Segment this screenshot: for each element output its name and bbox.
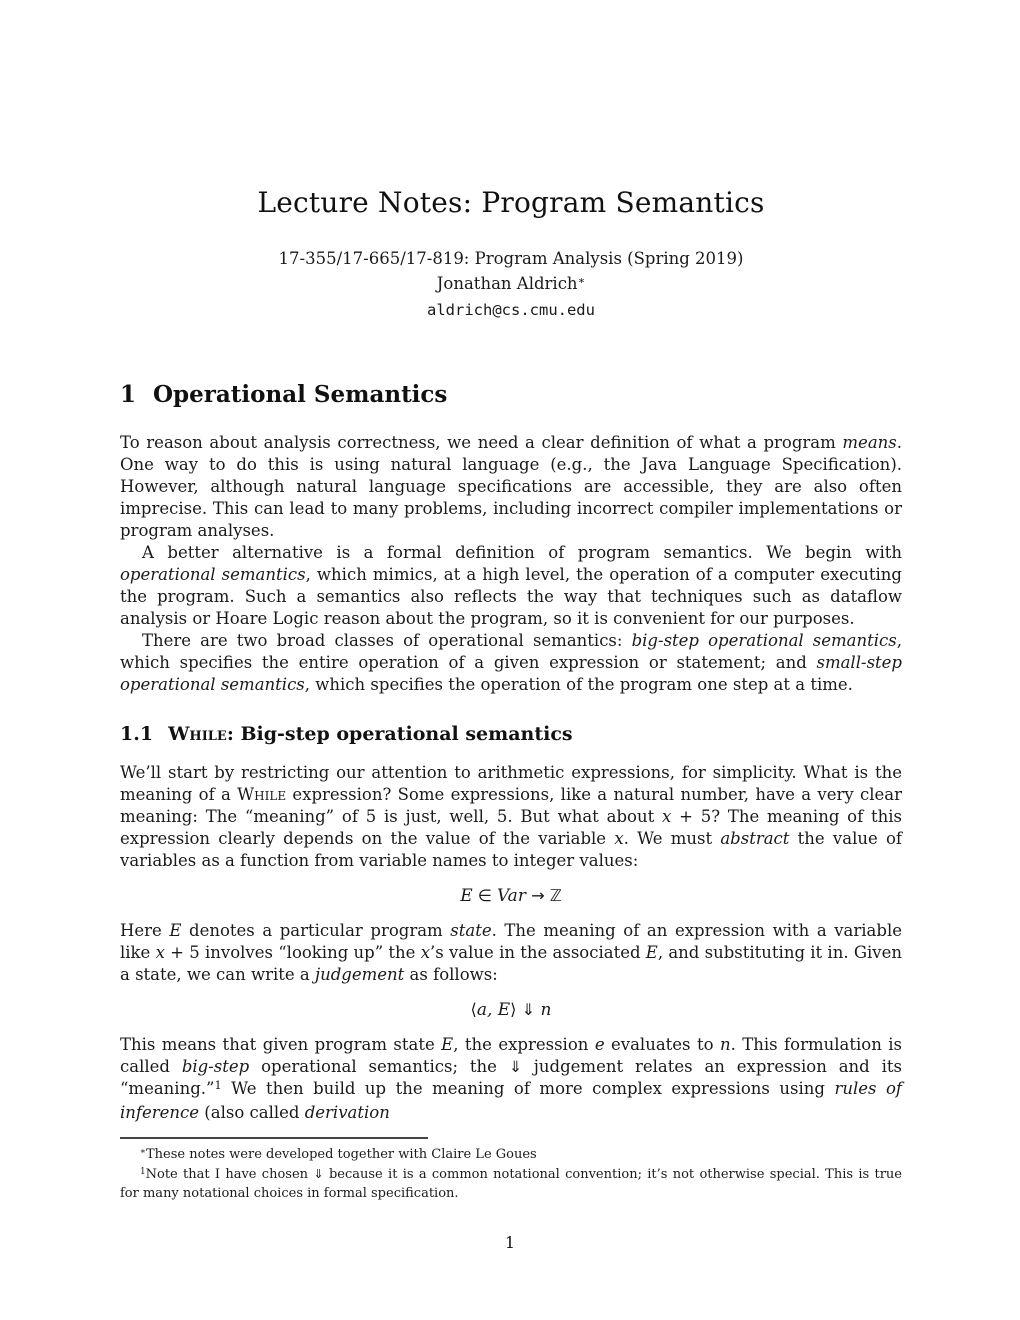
author-footnote-mark: ∗ xyxy=(577,273,586,287)
footnote-thanks: ∗These notes were developed together with Claire Le Goues xyxy=(140,1147,537,1162)
author-email: aldrich@cs.cmu.edu xyxy=(427,301,595,319)
author-name: Jonathan Aldrich xyxy=(436,274,578,293)
subsection-title: While: Big-step operational semantics xyxy=(168,723,573,745)
equation-state-function: E ∈ Var → ℤ xyxy=(460,886,562,906)
page-number: 1 xyxy=(504,1233,516,1252)
author-line xyxy=(120,271,902,298)
paragraph-4: We’ll start by restricting our attention to arithmetic expressions, for simplicity. What is the meaning of a While expression? Some expressions, like a natural number, have a very clear meaning: The “meaning” of 5 is just, well, 5. But what about x + 5? The meaning of this expression clearly depends on the value of the variable x. We must abstract the value of variables as a function from variable names to integer values: xyxy=(120,763,903,870)
section-number: 1 xyxy=(120,381,137,408)
paragraph-5: Here E denotes a particular program state. The meaning of an expression with a variable like x + 5 involves “looking up” the x’s value in the associated E, and substituting it in. Given a state, we can write a judgement as follows: xyxy=(120,921,903,984)
subsection-heading-1-1 xyxy=(120,723,902,745)
paragraph-6: This means that given program state E, the expression e evaluates to n. This formulation is called big-step operational semantics; the ⇓ judgement relates an expression and its “meaning.”$^1$ We then build up the meaning of more complex expressions using rules of inference (also called derivation xyxy=(120,1035,902,1122)
footnote-rule xyxy=(120,1137,428,1139)
equation-judgement: ⟨a, E⟩ ⇓ n xyxy=(470,1000,552,1020)
footnote-block xyxy=(120,1137,902,1203)
paragraph-2: A better alternative is a formal definition of program semantics. We begin with operational semantics, which mimics, at a high level, the operation of a computer executing the program. Such a semantics also reflects the way that techniques such as dataflow analysis or Hoare Logic reason about the program, so it is convenient for our purposes. xyxy=(120,543,902,628)
subsection-number: 1.1 xyxy=(120,723,154,745)
page-title: Lecture Notes: Program Semantics xyxy=(257,186,765,219)
footnote-1: $^1$Note that I have chosen ⇓ because it is a common notational convention; it’s not otherwise special. This is true for many notational choices in formal specification. xyxy=(120,1166,902,1201)
text-column xyxy=(120,0,902,1203)
paragraph-3: There are two broad classes of operational semantics: big-step operational semantics, which specifies the entire operation of a given expression or statement; and small-step operational semantics, which specifies the operation of the program one step at a time. xyxy=(120,631,903,694)
author-block xyxy=(120,246,902,323)
section-title: Operational Semantics xyxy=(153,381,448,408)
section-heading-1 xyxy=(120,381,902,408)
course-line: 17-355/17-665/17-819: Program Analysis (Spring 2019) xyxy=(278,249,744,268)
paragraph-1: To reason about analysis correctness, we need a clear definition of what a program means. One way to do this is using natural language (e.g., the Java Language Specification). However, although natural language specifications are accessible, they are also often imprecise. This can lead to many problems, including incorrect compiler implementations or program analyses. xyxy=(120,433,902,540)
